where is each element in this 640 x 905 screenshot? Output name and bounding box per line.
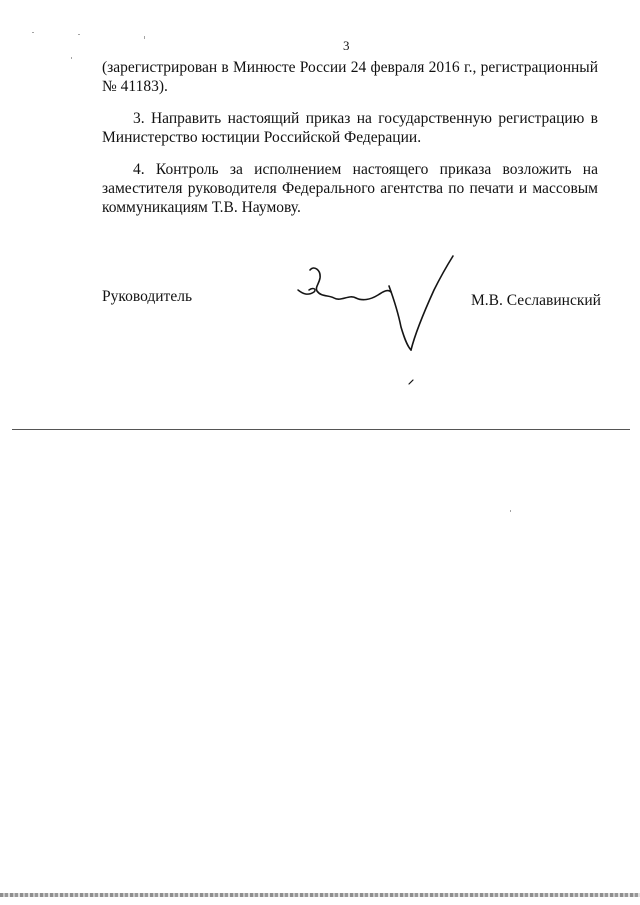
scan-speck: [32, 32, 34, 33]
paragraph-line: № 41183).: [102, 78, 168, 95]
paragraph-item-3: [102, 109, 598, 147]
signature-role: Руководитель: [102, 288, 193, 305]
scan-speck: [510, 510, 511, 512]
paragraph-line: Министерство юстиции Российской Федерации.: [102, 129, 422, 146]
paragraph-line: (зарегистрирован в Минюсте России 24 февраля 2016 г., регистрационный: [102, 59, 598, 76]
scan-speck: [144, 36, 145, 39]
paragraph-line: 3. Направить настоящий приказ на государственную регистрацию в: [133, 110, 598, 127]
signature-icon: [290, 252, 465, 392]
horizontal-divider: [12, 429, 630, 430]
scan-bottom-edge: [0, 893, 640, 897]
paragraph-line: коммуникациям Т.В. Наумову.: [102, 199, 301, 216]
page-number: 3: [343, 38, 350, 53]
scan-speck: [78, 34, 80, 35]
paragraph-registration: [102, 58, 598, 96]
paragraph-line: заместителя руководителя Федерального агентства по печати и массовым: [102, 180, 598, 197]
paragraph-line: 4. Контроль за исполнением настоящего приказа возложить на: [133, 161, 598, 178]
paragraph-item-4: [102, 160, 598, 217]
signature-name: М.В. Сеславинский: [471, 292, 601, 309]
scan-speck: [71, 57, 72, 59]
